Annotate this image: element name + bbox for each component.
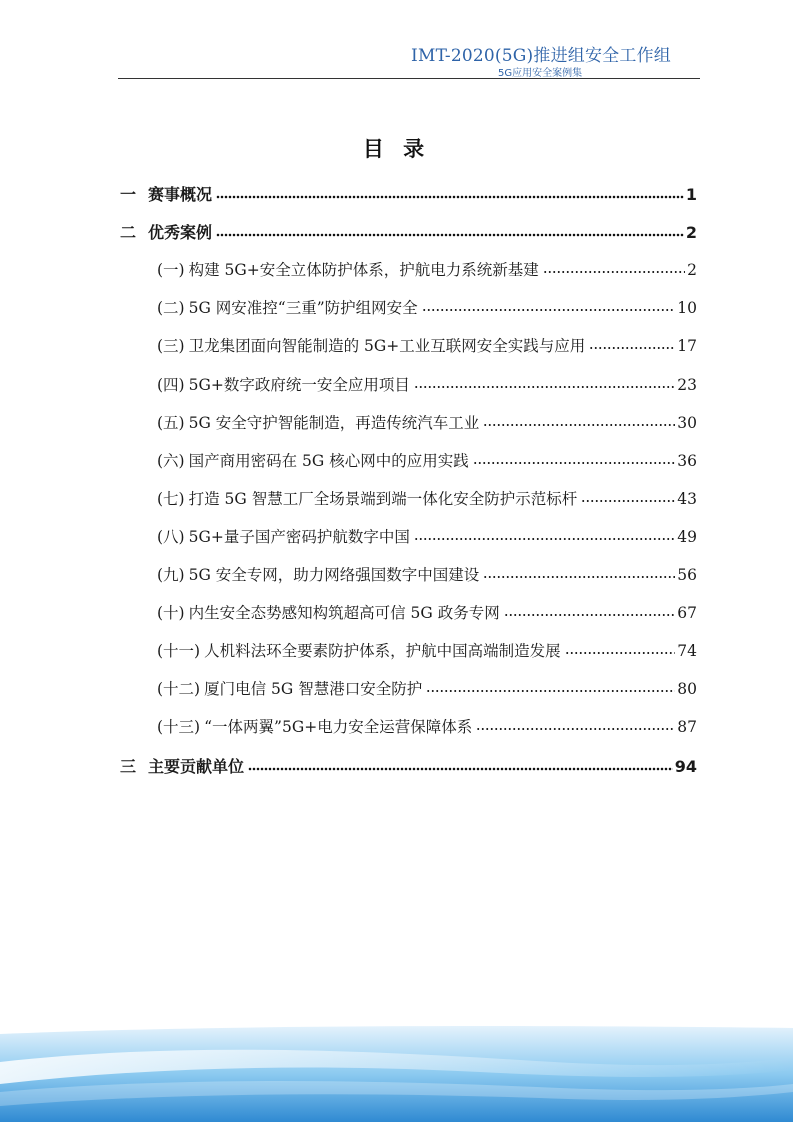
toc-dot-leader xyxy=(216,185,684,199)
toc-dot-leader xyxy=(543,260,685,274)
toc-dot-leader xyxy=(422,298,676,312)
toc-section-entry[interactable] xyxy=(157,601,697,623)
toc-entry-number: (五) xyxy=(157,413,185,432)
toc-section-entry[interactable] xyxy=(157,639,697,661)
toc-entry-label: 主要贡献单位 xyxy=(148,756,245,776)
toc-entry-number: (八) xyxy=(157,527,185,546)
toc-entry-page-number: 94 xyxy=(674,756,697,776)
toc-entry-label: 5G+量子国产密码护航数字中国 xyxy=(188,527,410,546)
toc-dot-leader xyxy=(581,489,675,503)
toc-entry-label: “一体两翼”5G+电力安全运营保障体系 xyxy=(204,718,473,737)
toc-entry-page-number: 2 xyxy=(685,223,697,243)
toc-entry-label: 构建 5G+安全立体防护体系，护航电力系统新基建 xyxy=(188,261,539,280)
toc-entry-number: (十二) xyxy=(157,680,201,699)
toc-entry-number: 三 xyxy=(120,756,137,776)
toc-entry-page-number: 43 xyxy=(677,489,697,508)
toc-entry-label: 5G 网安准控“三重”防护组网安全 xyxy=(188,299,418,318)
header-title: IMT-2020(5G)推进组安全工作组 xyxy=(411,46,671,66)
toc-section-entry[interactable] xyxy=(157,525,697,547)
toc-section-entry[interactable] xyxy=(157,373,697,395)
toc-entry-page-number: 80 xyxy=(677,680,697,699)
toc-chapter-entry[interactable] xyxy=(120,754,697,776)
toc-entry-page-number: 17 xyxy=(677,337,697,356)
toc-section-entry[interactable] xyxy=(157,411,697,433)
toc-entry-page-number: 74 xyxy=(677,642,697,661)
toc-entry-number: 二 xyxy=(120,223,137,243)
toc-entry-page-number: 1 xyxy=(685,185,697,204)
toc-dot-leader xyxy=(414,375,675,389)
toc-dot-leader xyxy=(473,451,676,465)
toc-entry-page-number: 87 xyxy=(677,718,697,737)
toc-dot-leader xyxy=(476,717,675,731)
toc-chapter-entry[interactable] xyxy=(120,220,697,242)
toc-chapter-entry[interactable] xyxy=(120,182,697,204)
toc-entry-number: (七) xyxy=(157,489,185,508)
toc-section-entry[interactable] xyxy=(157,677,697,699)
toc-dot-leader xyxy=(483,565,675,579)
toc-entry-label: 打造 5G 智慧工厂全场景端到端一体化安全防护示范标杆 xyxy=(188,489,578,508)
toc-entry-number: (二) xyxy=(157,299,185,318)
toc-entry-page-number: 30 xyxy=(677,413,697,432)
toc-entry-label: 5G+数字政府统一安全应用项目 xyxy=(188,375,410,394)
toc-entry-page-number: 10 xyxy=(677,299,697,318)
toc-entry-label: 卫龙集团面向智能制造的 5G+工业互联网安全实践与应用 xyxy=(188,337,586,356)
toc-entry-page-number: 2 xyxy=(687,261,697,280)
toc-section-entry[interactable] xyxy=(157,449,697,471)
toc-entry-label: 国产商用密码在 5G 核心网中的应用实践 xyxy=(188,451,469,470)
toc-dot-leader xyxy=(504,603,676,617)
toc-section-entry[interactable] xyxy=(157,715,697,737)
header-subtitle: 5G应用安全案例集 xyxy=(498,68,583,79)
toc-entry-number: (三) xyxy=(157,337,185,356)
toc-entry-page-number: 36 xyxy=(677,451,697,470)
toc-entry-label: 优秀案例 xyxy=(148,223,213,243)
toc-entry-number: (九) xyxy=(157,566,185,584)
toc-entry-number: (十一) xyxy=(157,642,201,661)
toc-entry-number: (十三) xyxy=(157,718,201,737)
toc-dot-leader xyxy=(216,223,684,237)
toc-entry-label: 5G 安全专网，助力网络强国数字中国建设 xyxy=(188,566,480,584)
toc-section-entry[interactable] xyxy=(157,258,697,280)
toc-dot-leader xyxy=(565,641,676,655)
toc-entry-page-number: 56 xyxy=(677,566,697,584)
toc-dot-leader xyxy=(414,527,675,541)
toc-section-entry[interactable] xyxy=(157,296,697,318)
toc-entry-number: (一) xyxy=(157,261,185,280)
toc-entry-page-number: 49 xyxy=(677,527,697,546)
toc-entry-number: (六) xyxy=(157,451,185,470)
toc-dot-leader xyxy=(248,757,673,771)
toc-entry-number: (四) xyxy=(157,375,185,394)
toc-section-entry[interactable] xyxy=(157,563,697,585)
toc-entry-label: 内生安全态势感知构筑超高可信 5G 政务专网 xyxy=(188,604,500,623)
toc-entry-page-number: 23 xyxy=(677,375,697,394)
toc-entry-page-number: 67 xyxy=(677,604,697,623)
toc-entry-label: 赛事概况 xyxy=(148,185,213,204)
footer-decorative-band xyxy=(0,1022,793,1122)
footer-wave-graphic xyxy=(0,1022,793,1122)
toc-entry-number: 一 xyxy=(120,185,137,204)
toc-section-entry[interactable] xyxy=(157,334,697,356)
toc-entry-label: 5G 安全守护智能制造，再造传统汽车工业 xyxy=(188,413,480,432)
toc-dot-leader xyxy=(483,413,675,427)
toc-entry-label: 厦门电信 5G 智慧港口安全防护 xyxy=(204,680,423,699)
toc-entry-number: (十) xyxy=(157,604,185,623)
toc-dot-leader xyxy=(426,679,675,693)
toc-title: 目 录 xyxy=(362,137,431,161)
toc-entry-label: 人机料法环全要素防护体系，护航中国高端制造发展 xyxy=(204,642,561,661)
toc-section-entry[interactable] xyxy=(157,487,697,509)
toc-dot-leader xyxy=(589,336,675,350)
